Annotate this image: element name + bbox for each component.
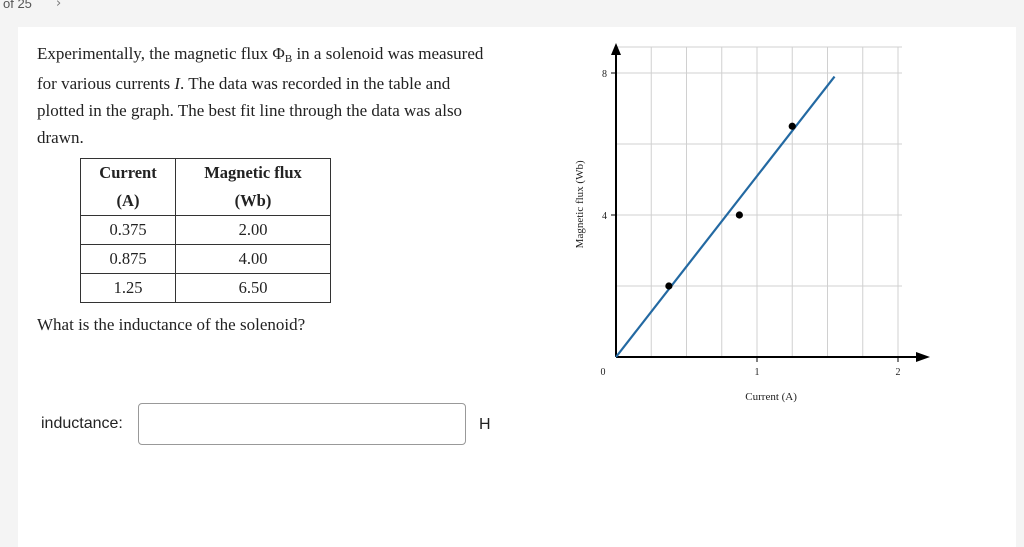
question-text xyxy=(37,40,487,151)
x-tick-label: 1 xyxy=(754,367,760,378)
y-axis-arrow xyxy=(611,43,621,55)
table-row xyxy=(81,245,331,274)
page-counter: of 25 xyxy=(3,0,32,11)
data-point xyxy=(665,282,672,289)
table-row xyxy=(81,274,331,303)
table-cell: 0.375 xyxy=(81,216,176,245)
flux-symbol: Φ xyxy=(272,44,285,63)
y-tick-label: 4 xyxy=(602,211,607,222)
next-page-icon[interactable]: › xyxy=(56,0,62,11)
current-symbol: I xyxy=(174,74,181,93)
y-tick-label: 8 xyxy=(602,69,607,80)
answer-unit: H xyxy=(479,416,491,433)
flux-vs-current-chart xyxy=(560,35,940,410)
x-tick-label: 0 xyxy=(600,367,606,378)
data-point xyxy=(789,123,796,130)
table-cell: 6.50 xyxy=(176,274,331,303)
table-cell: 1.25 xyxy=(81,274,176,303)
answer-label: inductance: xyxy=(41,415,123,432)
x-axis-arrow xyxy=(916,352,930,362)
table-header-flux: Magnetic flux xyxy=(176,159,331,188)
table-cell: 0.875 xyxy=(81,245,176,274)
table-header-current: Current xyxy=(81,159,176,188)
data-point xyxy=(736,211,743,218)
data-table xyxy=(80,158,331,303)
table-cell: 4.00 xyxy=(176,245,331,274)
table-header-current-unit: (A) xyxy=(81,187,176,216)
table-header-flux-unit: (Wb) xyxy=(176,187,331,216)
x-axis-label: Current (A) xyxy=(745,391,797,403)
question-text-part: Experimentally, the magnetic flux xyxy=(37,44,273,63)
flux-subscript: B xyxy=(284,53,293,65)
best-fit-line xyxy=(616,77,835,357)
y-axis-label: Magnetic flux (Wb) xyxy=(574,160,586,249)
question-text-part: . The data was recorded in the table and plotted in the graph. The best fit line through the data was also drawn. xyxy=(37,74,463,147)
inductance-input[interactable] xyxy=(138,403,466,445)
question-text-part: in a solenoid was measured for various currents xyxy=(37,44,484,93)
table-row xyxy=(81,216,331,245)
top-bar xyxy=(0,0,1024,22)
x-tick-label: 2 xyxy=(895,367,901,378)
question-prompt: What is the inductance of the solenoid? xyxy=(37,315,306,334)
table-cell: 2.00 xyxy=(176,216,331,245)
